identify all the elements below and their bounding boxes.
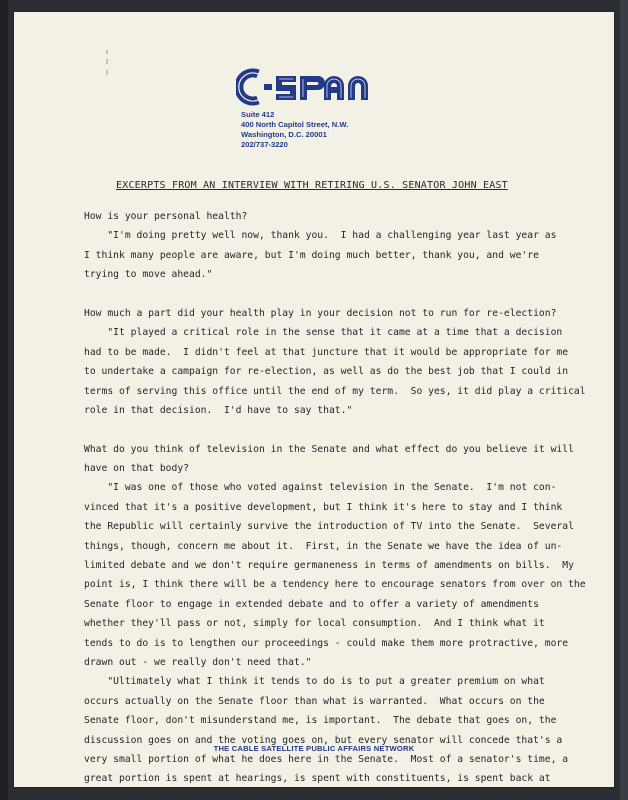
paper-mark — [106, 70, 108, 75]
text-line: Senate floor to engage in extended debate and to offer a variety of amendments — [84, 598, 539, 610]
text-line: great portion is spent at hearings, is spent with constituents, is spent back at — [84, 773, 551, 785]
text-line: limited debate and we don't require germaneness in terms of amendments on bills. My — [84, 560, 574, 572]
letterhead-address — [241, 110, 348, 150]
text-line: tends to do is to lengthen our proceedings - could make them more protractive, more — [84, 637, 569, 649]
footer-network-name: THE CABLE SATELLITE PUBLIC AFFAIRS NETWORK — [213, 744, 415, 753]
text-line: "I was one of those who voted against television in the Senate. I'm not con- — [84, 482, 557, 494]
text-line: trying to move ahead." — [84, 269, 213, 281]
text-line: occurs actually on the Senate floor than what is warranted. What occurs on the — [84, 695, 545, 707]
text-line: drawn out - we really don't need that." — [84, 656, 312, 668]
paper-mark — [106, 50, 108, 54]
address-line: 400 North Capitol Street, N.W. — [241, 120, 349, 129]
text-line: "It played a critical role in the sense that it came at a time that a decision — [84, 327, 563, 339]
address-line: Suite 412 — [241, 110, 275, 119]
address-line: Washington, D.C. 20001 — [241, 130, 327, 139]
text-line: terms of serving this office until the end of my term. So yes, it did play a critical — [84, 385, 586, 397]
document-page — [14, 12, 614, 787]
text-line: had to be made. I didn't feel at that juncture that it would be appropriate for me — [84, 346, 569, 358]
text-line: the Republic will certainly survive the introduction of TV into the Senate. Several — [84, 521, 574, 533]
text-line: I think many people are aware, but I'm doing much better, thank you, and we're — [84, 249, 539, 261]
text-line: very small portion of what he does here in the Senate. Most of a senator's time, a — [84, 753, 569, 765]
text-line: role in that decision. I'd have to say that." — [84, 404, 353, 416]
cspan-logo — [236, 62, 406, 112]
text-line: "I'm doing pretty well now, thank you. I had a challenging year last year as — [84, 230, 557, 242]
interview-body — [84, 207, 586, 787]
text-line: How is your personal health? — [84, 211, 248, 222]
text-line: What do you think of television in the Senate and what effect do you believe it will — [84, 443, 574, 455]
text-line: things, though, concern me about it. First, in the Senate we have the idea of un- — [84, 540, 563, 552]
address-line: 202/737-3220 — [241, 140, 288, 149]
text-line: How much a part did your health play in your decision not to run for re-election? — [84, 307, 557, 319]
text-line: have on that body? — [84, 463, 189, 475]
text-line: point is, I think there will be a tendency here to encourage senators from over on the — [84, 579, 586, 591]
text-line: "Ultimately what I think it tends to do is to put a greater premium on what — [84, 676, 545, 688]
paper-mark — [106, 59, 108, 64]
frame-left-edge — [0, 0, 8, 800]
text-line: Senate floor, don't misunderstand me, is important. The debate that goes on, the — [84, 715, 557, 727]
text-line: vinced that it's a positive development, but I think it's here to stay and I think — [84, 501, 563, 513]
document-title: EXCERPTS FROM AN INTERVIEW WITH RETIRING U.S. SENATOR JOHN EAST — [116, 180, 508, 191]
frame-right-edge — [620, 0, 628, 800]
text-line: discussion goes on and the voting goes on, but every senator will concede that's a — [84, 734, 563, 746]
text-line: to undertake a campaign for re-election, as well as do the best job that I could in — [84, 366, 569, 378]
text-line — [84, 420, 564, 439]
text-line — [84, 285, 564, 304]
text-line: whether they'll pass or not, simply for local consumption. And I think what it — [84, 618, 545, 630]
